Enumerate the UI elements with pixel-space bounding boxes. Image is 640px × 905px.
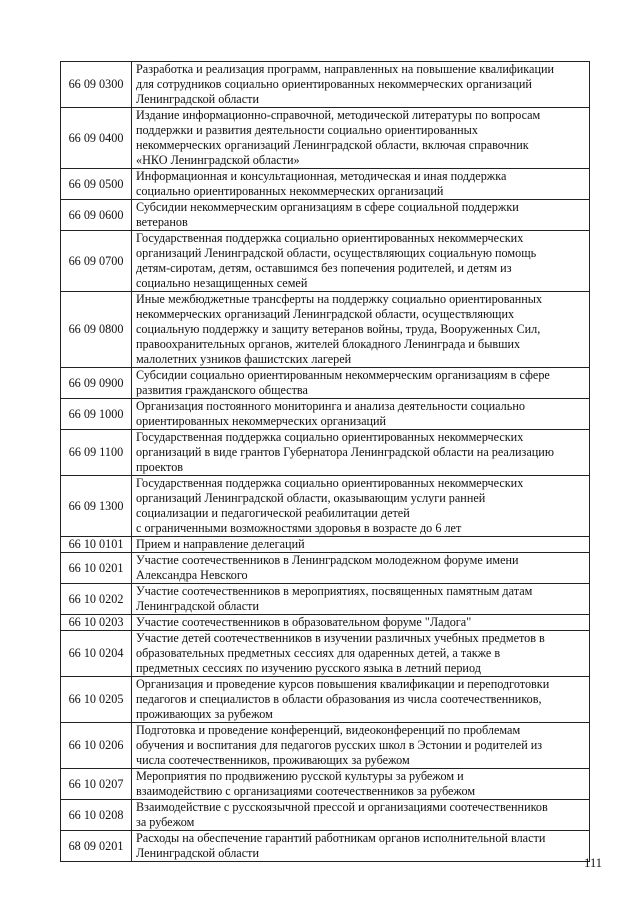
description-line: Участие соотечественников в Ленинградском молодежном форуме имени (136, 553, 519, 567)
row-code: 66 10 0208 (61, 800, 132, 831)
description-line: Субсидии некоммерческим организациям в сфере социальной поддержки (136, 200, 519, 214)
description-line: Подготовка и проведение конференций, видеоконференций по проблемам (136, 723, 521, 737)
description-line: Субсидии социально ориентированным некоммерческим организациям в сфере (136, 368, 550, 382)
description-line: организаций в виде грантов Губернатора Ленинградской области на реализацию (136, 445, 554, 459)
row-description (132, 800, 590, 831)
description-line: образовательных предметных сессиях для одаренных детей, а также в (136, 646, 501, 660)
description-line: ориентированных некоммерческих организаций (136, 414, 387, 428)
description-line: развития гражданского общества (136, 383, 308, 397)
row-description (132, 399, 590, 430)
table-row (61, 169, 590, 200)
table-row (61, 200, 590, 231)
description-line: для сотрудников социально ориентированных некоммерческих организаций (136, 77, 532, 91)
description-line: Ленинградской области (136, 92, 259, 106)
table-row (61, 399, 590, 430)
description-line: Иные межбюджетные трансферты на поддержку социально ориентированных (136, 292, 543, 306)
row-code: 66 09 0700 (61, 231, 132, 292)
table-row (61, 292, 590, 368)
description-line: проживающих за рубежом (136, 707, 273, 721)
row-description (132, 723, 590, 769)
row-code: 66 09 1000 (61, 399, 132, 430)
description-line: Взаимодействие с русскоязычной прессой и организациями соотечественников (136, 800, 548, 814)
row-code: 66 09 1300 (61, 476, 132, 537)
row-description (132, 584, 590, 615)
row-code: 66 10 0101 (61, 537, 132, 553)
description-line: обучения и воспитания для педагогов русских школ в Эстонии и родителей из (136, 738, 543, 752)
row-code: 66 09 0600 (61, 200, 132, 231)
description-line: Государственная поддержка социально ориентированных некоммерческих (136, 231, 524, 245)
description-line: малолетних узников фашистских лагерей (136, 352, 352, 366)
table-row (61, 231, 590, 292)
page-number: 111 (584, 856, 602, 870)
description-line: поддержки и развития деятельности социально ориентированных (136, 123, 478, 137)
description-line: Расходы на обеспечение гарантий работникам органов исполнительной власти (136, 831, 546, 845)
description-line: за рубежом (136, 815, 195, 829)
row-description (132, 537, 590, 553)
table-row (61, 831, 590, 862)
table-row (61, 368, 590, 399)
row-description (132, 430, 590, 476)
description-line: социальную поддержку и защиту ветеранов войны, труда, Вооруженных Сил, (136, 322, 541, 336)
description-line: детям-сиротам, детям, оставшимся без попечения родителей, и детям из (136, 261, 512, 275)
row-description (132, 200, 590, 231)
row-code: 66 10 0202 (61, 584, 132, 615)
row-description (132, 769, 590, 800)
description-line: Прием и направление делегаций (136, 537, 305, 551)
row-description (132, 615, 590, 631)
row-description (132, 368, 590, 399)
description-line: «НКО Ленинградской области» (136, 153, 300, 167)
description-line: социализации и педагогической реабилитации детей (136, 506, 410, 520)
description-line: организаций Ленинградской области, осуществляющих социальную помощь (136, 246, 537, 260)
description-line: Участие соотечественников в образовательном форуме "Ладога" (136, 615, 472, 629)
row-code: 66 09 0900 (61, 368, 132, 399)
table-row (61, 631, 590, 677)
description-line: организаций Ленинградской области, оказывающим услуги ранней (136, 491, 486, 505)
row-code: 66 09 1100 (61, 430, 132, 476)
row-code: 66 10 0204 (61, 631, 132, 677)
table-row (61, 553, 590, 584)
table-row (61, 723, 590, 769)
description-line: некоммерческих организаций Ленинградской области, включая справочник (136, 138, 529, 152)
row-description (132, 631, 590, 677)
row-description (132, 292, 590, 368)
row-code: 66 09 0300 (61, 62, 132, 108)
description-line: Государственная поддержка социально ориентированных некоммерческих (136, 430, 524, 444)
description-line: Ленинградской области (136, 846, 259, 860)
table-row (61, 584, 590, 615)
row-description (132, 169, 590, 200)
description-line: Участие соотечественников в мероприятиях, посвященных памятным датам (136, 584, 533, 598)
budget-classification-table (60, 61, 590, 862)
description-line: Участие детей соотечественников в изучении различных учебных предметов в (136, 631, 545, 645)
description-line: ветеранов (136, 215, 188, 229)
description-line: Разработка и реализация программ, направленных на повышение квалификации (136, 62, 555, 76)
description-line: социально незащищенных семей (136, 276, 308, 290)
description-line: Организация постоянного мониторинга и анализа деятельности социально (136, 399, 525, 413)
row-code: 66 10 0206 (61, 723, 132, 769)
row-description (132, 108, 590, 169)
description-line: Организация и проведение курсов повышения квалификации и переподготовки (136, 677, 550, 691)
description-line: предметных сессиях по изучению русского языка в летний период (136, 661, 481, 675)
description-line: Александра Невского (136, 568, 248, 582)
row-code: 66 09 0500 (61, 169, 132, 200)
description-line: некоммерческих организаций Ленинградской области, осуществляющих (136, 307, 515, 321)
row-description (132, 231, 590, 292)
row-description (132, 677, 590, 723)
description-line: правоохранительных органов, жителей блокадного Ленинграда и бывших (136, 337, 521, 351)
table-row (61, 108, 590, 169)
row-code: 66 10 0205 (61, 677, 132, 723)
description-line: педагогов и специалистов в области образования из числа соотечественников, (136, 692, 542, 706)
row-code: 66 09 0800 (61, 292, 132, 368)
description-line: Ленинградской области (136, 599, 259, 613)
row-code: 66 09 0400 (61, 108, 132, 169)
row-code: 66 10 0207 (61, 769, 132, 800)
description-line: Государственная поддержка социально ориентированных некоммерческих (136, 476, 524, 490)
description-line: взаимодействию с организациями соотечественников за рубежом (136, 784, 476, 798)
description-line: Мероприятия по продвижению русской культуры за рубежом и (136, 769, 464, 783)
table-row (61, 430, 590, 476)
table-row (61, 800, 590, 831)
row-description (132, 553, 590, 584)
description-line: социально ориентированных некоммерческих организаций (136, 184, 444, 198)
description-line: числа соотечественников, проживающих за рубежом (136, 753, 410, 767)
description-line: проектов (136, 460, 184, 474)
table-row (61, 476, 590, 537)
description-line: Информационная и консультационная, методическая и иная поддержка (136, 169, 507, 183)
table-row (61, 615, 590, 631)
row-description (132, 831, 590, 862)
row-code: 66 10 0201 (61, 553, 132, 584)
table-row (61, 769, 590, 800)
table-body (61, 62, 590, 862)
description-line: с ограниченными возможностями здоровья в возрасте до 6 лет (136, 521, 462, 535)
row-description (132, 476, 590, 537)
table-row (61, 677, 590, 723)
row-code: 68 09 0201 (61, 831, 132, 862)
table-row (61, 537, 590, 553)
row-description (132, 62, 590, 108)
description-line: Издание информационно-справочной, методической литературы по вопросам (136, 108, 541, 122)
table-row (61, 62, 590, 108)
row-code: 66 10 0203 (61, 615, 132, 631)
